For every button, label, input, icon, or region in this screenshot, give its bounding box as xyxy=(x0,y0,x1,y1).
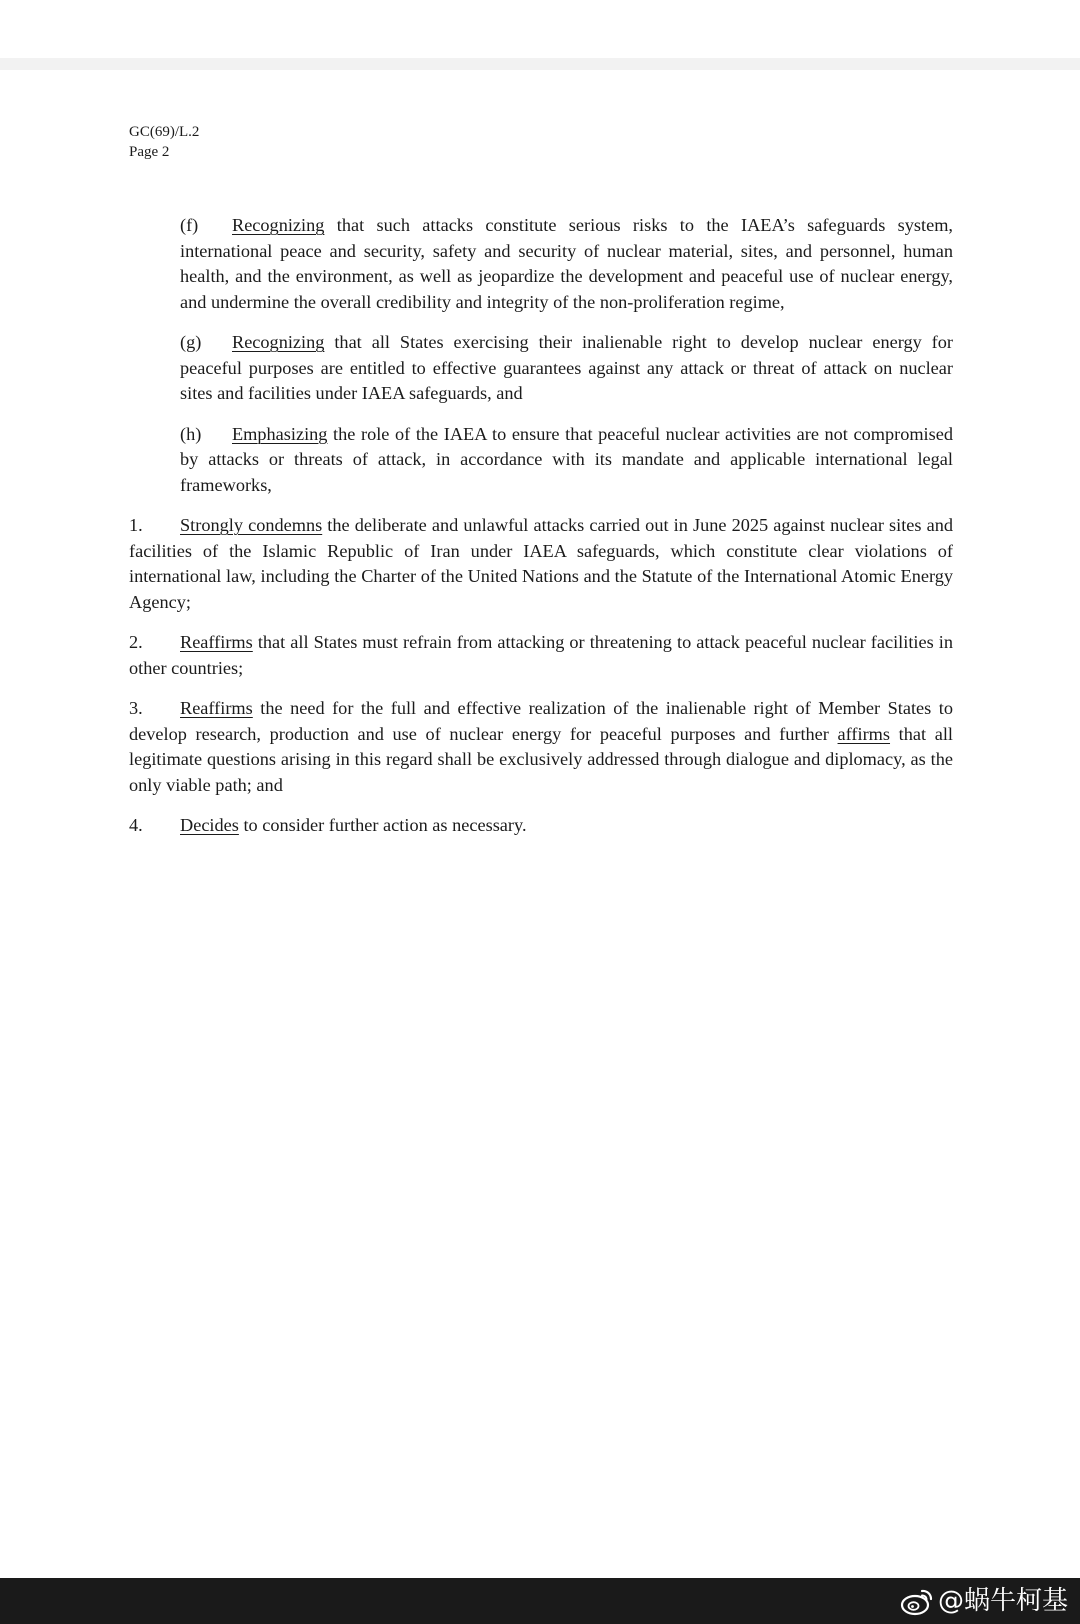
paragraph-text: the role of the IAEA to ensure that peaceful nuclear activities are not compromised by attacks or threats of attack, in accordance with its mandate and applicable international legal frameworks, xyxy=(180,423,953,495)
operative-term: Reaffirms xyxy=(180,632,253,652)
top-margin xyxy=(0,0,1080,70)
paragraph-marker: 2. xyxy=(129,632,143,652)
preambular-paragraph-h xyxy=(180,422,953,499)
page-number: Page 2 xyxy=(129,144,170,160)
resolution-body xyxy=(129,213,953,854)
operative-term: Decides xyxy=(180,815,239,835)
paragraph-text: the need for the full and effective realization of the inalienable right of Member States to develop research, production and use of nuclear energy for peaceful purposes and further xyxy=(129,698,953,744)
operative-term-secondary: affirms xyxy=(837,723,891,744)
paragraph-text: that such attacks constitute serious risks to the IAEA’s safeguards system, international peace and security, safety and security of nuclear material, sites, and personnel, human health, and the environment, as well as jeopardize the development and peaceful use of nuclear energy, and undermine the overall credibility and integrity of the non-proliferation regime, xyxy=(180,215,953,312)
operative-term: Recognizing xyxy=(232,332,325,352)
paragraph-marker: (g) xyxy=(180,332,202,352)
paragraph-text: to consider further action as necessary. xyxy=(238,815,527,835)
paragraph-marker: 1. xyxy=(129,515,143,535)
paragraph-text: the deliberate and unlawful attacks carried out in June 2025 against nuclear sites and facilities of the Islamic Republic of Iran under IAEA safeguards, which constitute clear violations of international law, including the Charter of the United Nations and the Statute of the International Atomic Energy Agency; xyxy=(129,515,954,612)
watermark xyxy=(900,1582,1068,1620)
paragraph-text: that all States exercising their inalienable right to develop nuclear energy for peaceful purposes are entitled to effective guarantees against any attack or threat of attack on nuclear sites and facilities under IAEA safeguards, and xyxy=(180,332,953,403)
operative-term: Reaffirms xyxy=(180,698,253,718)
operative-paragraph-2 xyxy=(129,630,953,681)
watermark-text: @蜗牛柯基 xyxy=(937,1586,1068,1616)
operative-term: Emphasizing xyxy=(232,423,328,444)
paragraph-text: that all legitimate questions arising in this regard shall be exclusively addressed through dialogue and diplomacy, as the only viable path; and xyxy=(129,723,954,795)
operative-paragraph-1 xyxy=(129,513,953,615)
paragraph-marker: (h) xyxy=(180,423,202,444)
document-page xyxy=(0,70,1080,1578)
operative-paragraph-4 xyxy=(129,813,953,839)
operative-term: Strongly condemns xyxy=(180,515,323,535)
paragraph-marker: 3. xyxy=(129,698,143,718)
page-header xyxy=(129,122,199,162)
operative-paragraph-3 xyxy=(129,696,953,798)
paragraph-marker: (f) xyxy=(180,215,199,235)
paragraph-text: that all States must refrain from attacking or threatening to attack peaceful nuclear facilities in other countries; xyxy=(129,632,953,678)
operative-term: Recognizing xyxy=(232,215,325,235)
document-code: GC(69)/L.2 xyxy=(129,124,200,140)
preambular-paragraph-f xyxy=(180,213,953,315)
preambular-paragraph-g xyxy=(180,330,953,407)
weibo-icon xyxy=(900,1586,934,1616)
top-strip xyxy=(0,0,1080,58)
bottom-bar xyxy=(0,1578,1080,1624)
paragraph-marker: 4. xyxy=(129,815,143,835)
